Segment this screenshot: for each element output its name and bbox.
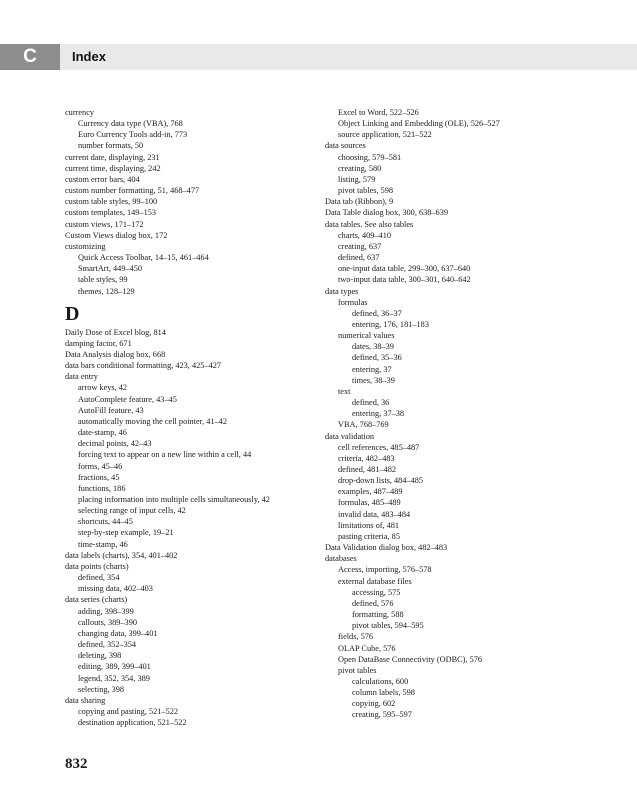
index-entry: data points (charts) xyxy=(65,561,129,571)
index-entry: pasting criteria, 85 xyxy=(338,531,400,541)
index-entry: SmartArt, 449–450 xyxy=(78,264,143,274)
index-entry: forcing text to appear on a new line within a cell, 44 xyxy=(78,450,252,460)
index-entry: data series (charts) xyxy=(65,595,128,605)
index-entry: deleting, 398 xyxy=(78,651,122,661)
index-entry: Access, importing, 576–578 xyxy=(338,565,432,575)
index-entry: selecting, 398 xyxy=(78,684,125,694)
index-entry: formatting, 588 xyxy=(352,610,404,620)
index-entry: Euro Currency Tools add-in, 773 xyxy=(78,130,188,140)
index-entry: AutoFill feature, 43 xyxy=(78,405,144,415)
index-entry: defined, 352–354 xyxy=(78,640,137,650)
index-entry: copying and pasting, 521–522 xyxy=(78,706,179,716)
index-entry: limitations of, 481 xyxy=(338,520,400,530)
index-entry: pivot tables, 598 xyxy=(338,186,394,196)
index-entry: Quick Access Toolbar, 14–15, 461–464 xyxy=(78,253,209,263)
index-entry: data sources xyxy=(325,141,366,151)
index-column-left xyxy=(65,107,310,728)
index-entry: Open DataBase Connectivity (ODBC), 576 xyxy=(338,654,483,664)
index-entry: adding, 398–399 xyxy=(78,606,134,616)
index-entry: entering, 37 xyxy=(352,364,392,374)
index-entry: times, 38–39 xyxy=(352,375,395,385)
index-entry: table styles, 99 xyxy=(78,275,128,285)
index-entry: accessing, 575 xyxy=(352,587,401,597)
index-entry: Currency data type (VBA), 768 xyxy=(78,119,183,129)
index-entry: charts, 409–410 xyxy=(338,230,391,240)
index-entry: pivot tables, 594–595 xyxy=(352,621,424,631)
index-entry: entering, 37–38 xyxy=(352,409,405,419)
index-column-right xyxy=(325,107,570,721)
index-entry: defined, 35–36 xyxy=(352,353,402,363)
index-entry: placing information into multiple cells simultaneously, 42 xyxy=(78,495,270,504)
index-entry: custom error bars, 404 xyxy=(65,174,140,184)
page-title: Index xyxy=(72,49,106,64)
index-entry: data bars conditional formatting, 423, 425–427 xyxy=(65,361,221,371)
index-entry: themes, 128–129 xyxy=(78,286,135,296)
index-entry: dates, 38–39 xyxy=(352,342,394,352)
index-entry: one-input data table, 299–300, 637–640 xyxy=(338,264,471,274)
index-entry: cell references, 485–487 xyxy=(338,442,420,452)
index-entry: creating, 580 xyxy=(338,163,382,173)
index-entry: invalid data, 483–484 xyxy=(338,509,411,519)
index-entry: formulas, 485–489 xyxy=(338,498,401,508)
index-entry: entering, 176, 181–183 xyxy=(352,319,429,329)
index-entry: AutoComplete feature, 43–45 xyxy=(78,394,177,404)
index-entry: external database files xyxy=(338,576,412,586)
index-entry: legend, 352, 354, 389 xyxy=(78,673,150,683)
index-entry: step-by-step example, 19–21 xyxy=(78,528,174,538)
index-entry: custom table styles, 99–100 xyxy=(65,197,158,207)
index-entry: custom number formatting, 51, 468–477 xyxy=(65,186,200,196)
index-entry: Data tab (Ribbon), 9 xyxy=(325,197,394,207)
index-entry: defined, 637 xyxy=(338,253,380,263)
index-entry: number formats, 50 xyxy=(78,141,144,151)
index-entry: criteria, 482–483 xyxy=(338,453,395,463)
index-entry: listing, 579 xyxy=(338,174,376,184)
index-entry: custom templates, 149–153 xyxy=(65,208,157,218)
index-entry: custom views, 171–172 xyxy=(65,219,144,229)
index-entry: destination application, 521–522 xyxy=(78,718,187,728)
index-entry: drop-down lists, 484–485 xyxy=(338,476,424,486)
index-entry: selecting range of input cells, 42 xyxy=(78,506,186,516)
index-entry: copying, 602 xyxy=(352,699,396,709)
index-entry: calculations, 600 xyxy=(352,676,409,686)
index-entry: shortcuts, 44–45 xyxy=(78,517,133,527)
index-entry: examples, 487–489 xyxy=(338,487,403,497)
section-letter: D xyxy=(65,302,80,325)
index-entry: missing data, 402–403 xyxy=(78,584,153,594)
index-entry: defined, 576 xyxy=(352,598,394,608)
index-entry: date-stamp, 46 xyxy=(78,428,127,438)
index-entry: current date, displaying, 231 xyxy=(65,152,160,162)
index-entry: functions, 186 xyxy=(78,483,126,493)
index-entry: Excel to Word, 522–526 xyxy=(338,108,419,117)
index-entry: Data Table dialog box, 300, 638–639 xyxy=(325,208,449,218)
index-entry: data sharing xyxy=(65,695,106,705)
index-entry: fractions, 45 xyxy=(78,472,120,482)
index-entry: numerical values xyxy=(338,331,395,341)
index-entry: defined, 36 xyxy=(352,398,390,408)
index-entry: changing data, 399–401 xyxy=(78,628,158,638)
index-entry: data entry xyxy=(65,372,98,382)
index-entry: damping factor, 671 xyxy=(65,338,132,348)
index-entry: decimal points, 42–43 xyxy=(78,439,152,449)
index-entry: Data Analysis dialog box, 668 xyxy=(65,349,166,359)
index-entry: automatically moving the cell pointer, 41–42 xyxy=(78,416,227,426)
index-entry: data labels (charts), 354, 401–402 xyxy=(65,550,178,560)
index-entry: fields, 576 xyxy=(338,632,374,642)
index-entry: defined, 36–37 xyxy=(352,308,402,318)
chapter-tab: C xyxy=(0,44,60,70)
index-entry: defined, 481–482 xyxy=(338,465,397,474)
index-entry: data types xyxy=(325,286,359,296)
index-entry: formulas xyxy=(338,297,368,307)
index-entry: choosing, 579–581 xyxy=(338,152,402,162)
index-entry: editing, 389, 399–401 xyxy=(78,662,151,672)
index-entry: data validation xyxy=(325,431,375,441)
index-entry: current time, displaying, 242 xyxy=(65,163,161,173)
index-entry: creating, 595–597 xyxy=(352,710,412,720)
index-entry: pivot tables xyxy=(338,665,377,675)
index-entry: Data Validation dialog box, 482–483 xyxy=(325,543,448,553)
index-entry: callouts, 389–390 xyxy=(78,617,137,627)
index-entry: source application, 521–522 xyxy=(338,130,432,140)
page-number: 832 xyxy=(65,756,88,772)
index-entry: time-stamp, 46 xyxy=(78,539,128,549)
index-entry: Object Linking and Embedding (OLE), 526–527 xyxy=(338,119,500,129)
index-entry: currency xyxy=(65,108,95,117)
index-entry: databases xyxy=(325,554,357,564)
index-entry: VBA, 768–769 xyxy=(338,420,389,430)
index-entry: defined, 354 xyxy=(78,573,120,583)
index-entry: forms, 45–46 xyxy=(78,461,123,471)
index-entry: Custom Views dialog box, 172 xyxy=(65,230,168,240)
index-entry: OLAP Cube, 576 xyxy=(338,643,396,653)
index-entry: arrow keys, 42 xyxy=(78,383,128,393)
index-entry: column labels, 598 xyxy=(352,688,415,698)
index-entry: customizing xyxy=(65,241,106,251)
index-entry: data tables. See also tables xyxy=(325,219,414,229)
index-entry: Daily Dose of Excel blog, 814 xyxy=(65,327,166,337)
index-entry: two-input data table, 300–301, 640–642 xyxy=(338,275,471,285)
index-entry: text xyxy=(338,386,351,396)
index-entry: creating, 637 xyxy=(338,241,382,251)
